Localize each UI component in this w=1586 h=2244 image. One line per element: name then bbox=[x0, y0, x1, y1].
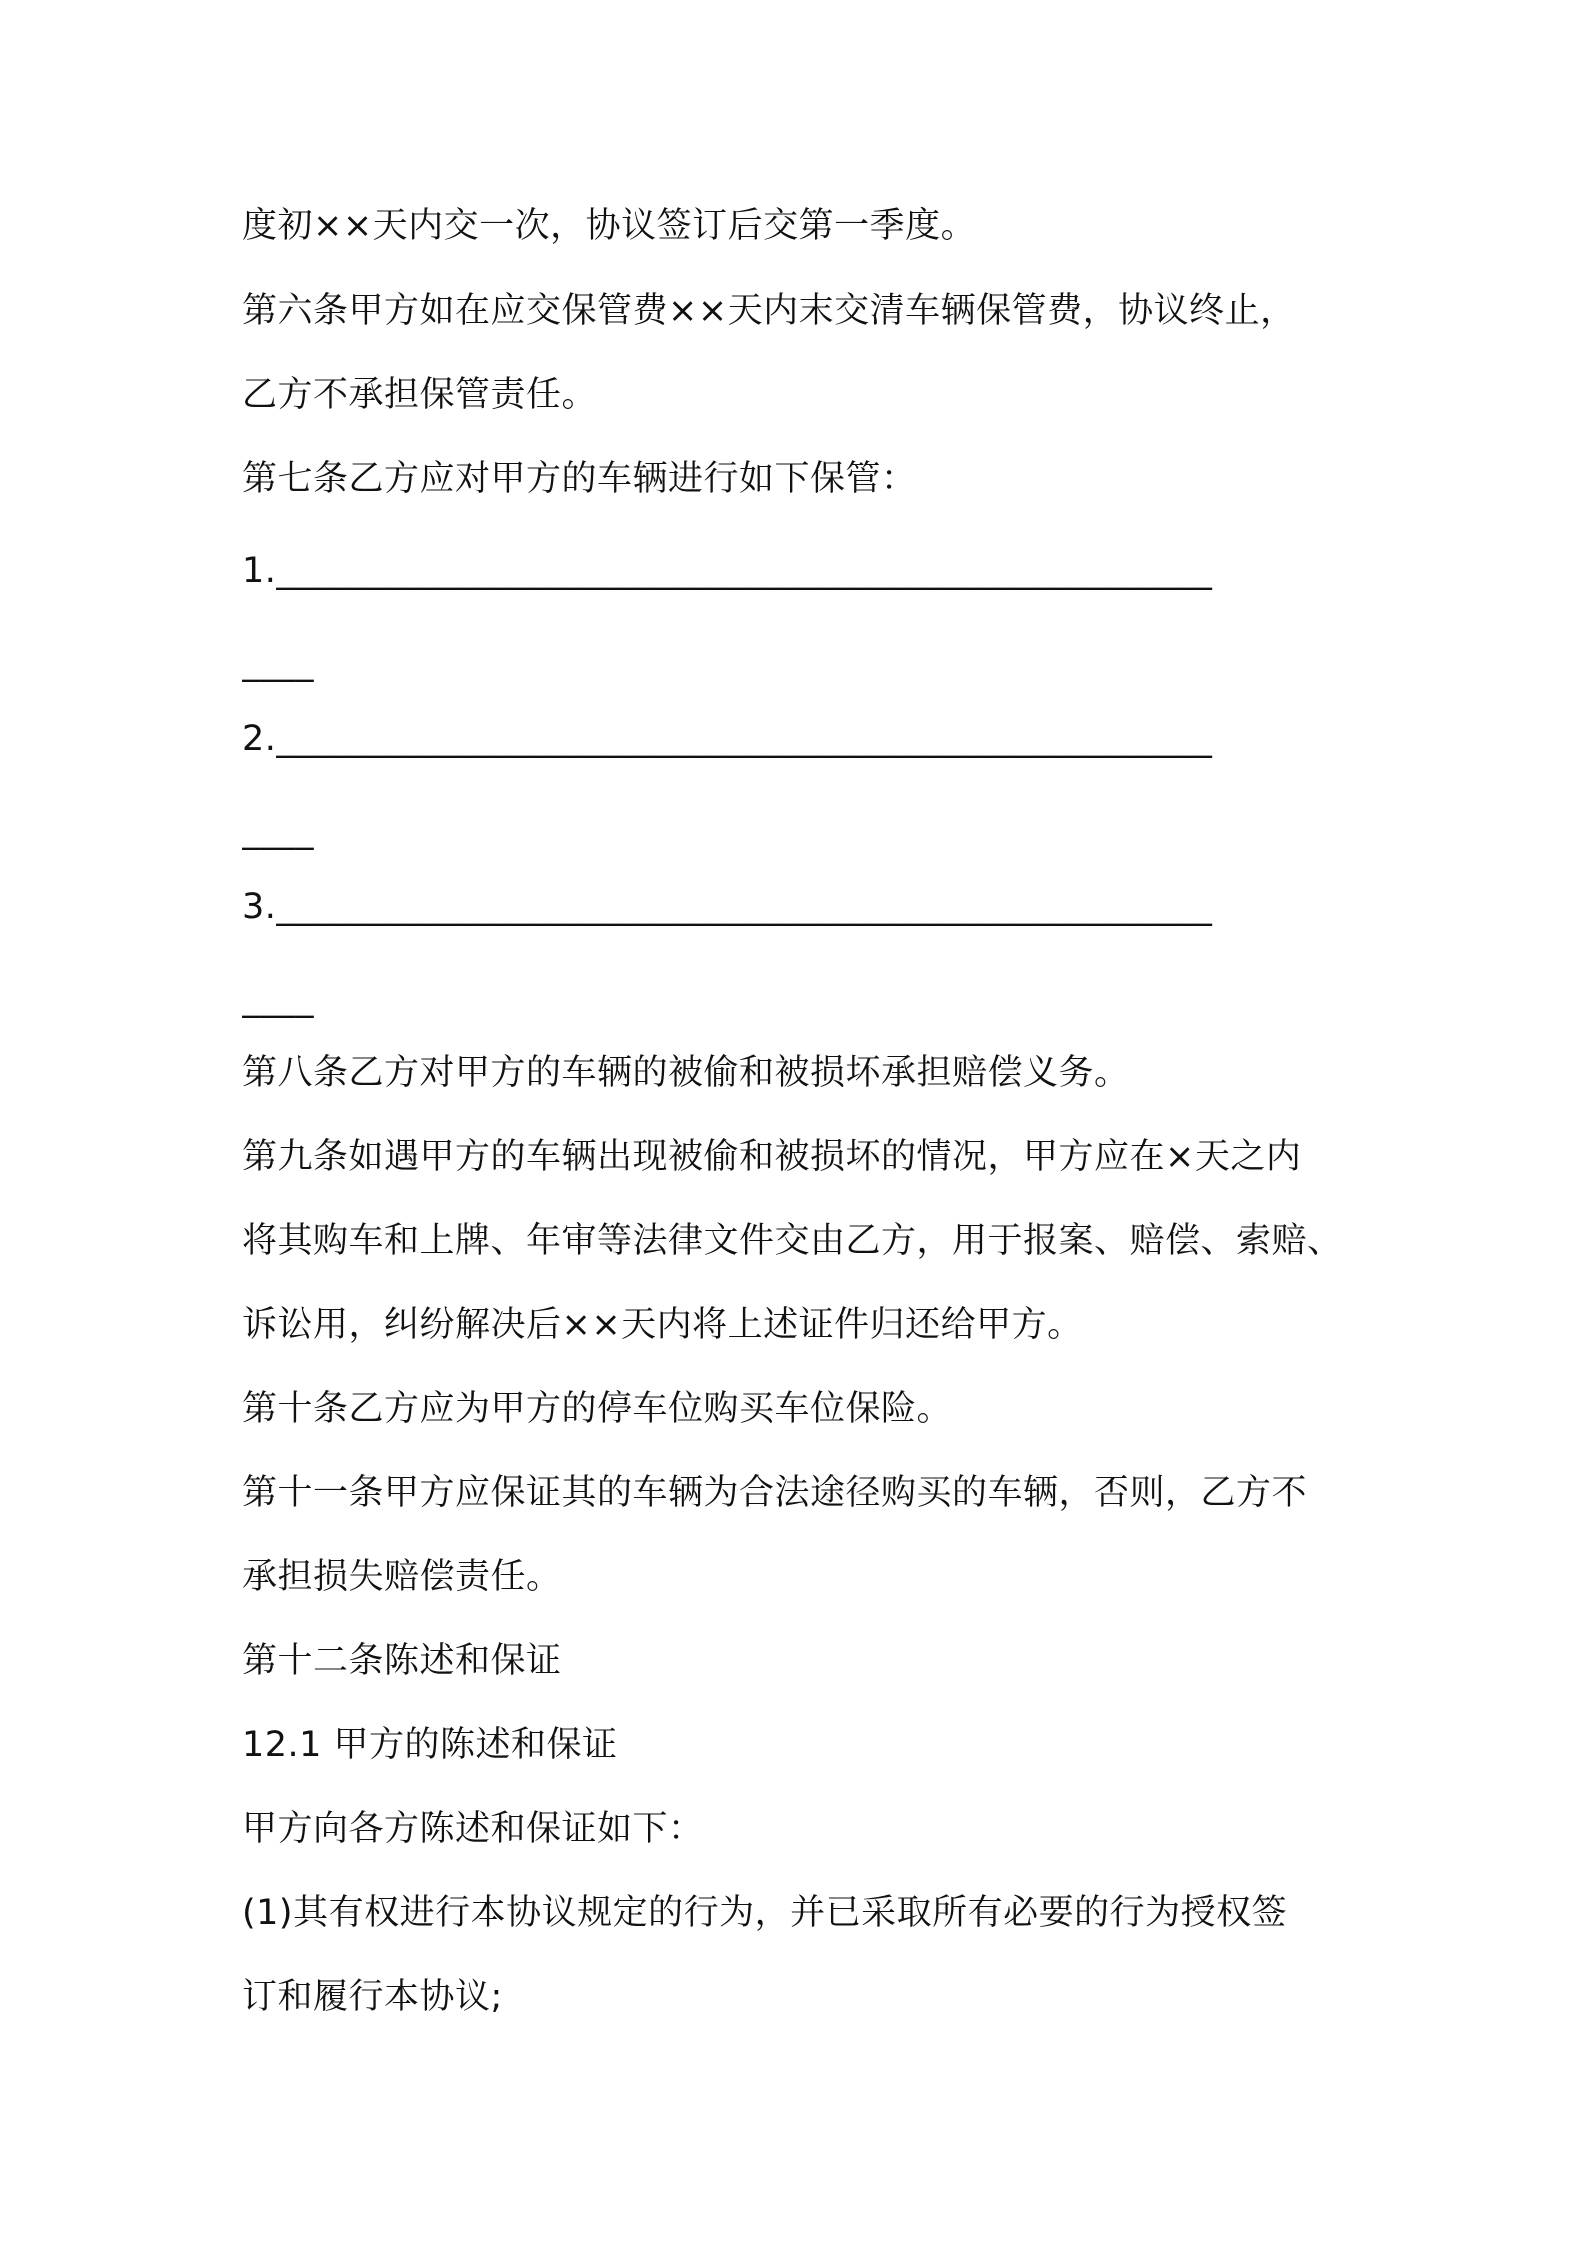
text-line: 承担损失赔偿责任。 bbox=[242, 1557, 562, 1597]
text-line: 甲方向各方陈述和保证如下： bbox=[242, 1809, 704, 1849]
text-line: 第十条乙方应为甲方的停车位购买车位保险。 bbox=[242, 1389, 953, 1429]
text-line: 第六条甲方如在应交保管费××天内末交清车辆保管费，协议终止， bbox=[242, 291, 1296, 331]
text-line: 第八条乙方对甲方的车辆的被偷和被损坏承担赔偿义务。 bbox=[242, 1053, 1130, 1093]
text-line: 乙方不承担保管责任。 bbox=[242, 375, 598, 415]
text-line: 将其购车和上牌、年审等法律文件交由乙方，用于报案、赔偿、索赔、 bbox=[242, 1221, 1343, 1261]
blank-fill-line: 2.____________________________________________________ bbox=[242, 719, 1213, 759]
blank-fill-line: 1.____________________________________________________ bbox=[242, 551, 1213, 591]
blank-fill-line: ____ bbox=[242, 811, 314, 851]
blank-fill-line: ____ bbox=[242, 643, 314, 683]
blank-fill-line: 3.____________________________________________________ bbox=[242, 887, 1213, 927]
text-line: 第九条如遇甲方的车辆出现被偷和被损坏的情况，甲方应在×天之内 bbox=[242, 1137, 1302, 1177]
text-line: 订和履行本协议; bbox=[242, 1977, 503, 2017]
text-line: 第十一条甲方应保证其的车辆为合法途径购买的车辆，否则，乙方不 bbox=[242, 1473, 1308, 1513]
text-line: 度初××天内交一次，协议签订后交第一季度。 bbox=[242, 206, 977, 246]
subsection-heading: 12.1 甲方的陈述和保证 bbox=[242, 1725, 618, 1765]
section-heading: 第十二条陈述和保证 bbox=[242, 1641, 562, 1681]
blank-fill-line: ____ bbox=[242, 979, 314, 1019]
text-line: 诉讼用，纠纷解决后××天内将上述证件归还给甲方。 bbox=[242, 1305, 1083, 1345]
text-line: 第七条乙方应对甲方的车辆进行如下保管： bbox=[242, 459, 917, 499]
text-line: (1)其有权进行本协议规定的行为，并已采取所有必要的行为授权签 bbox=[242, 1893, 1288, 1933]
